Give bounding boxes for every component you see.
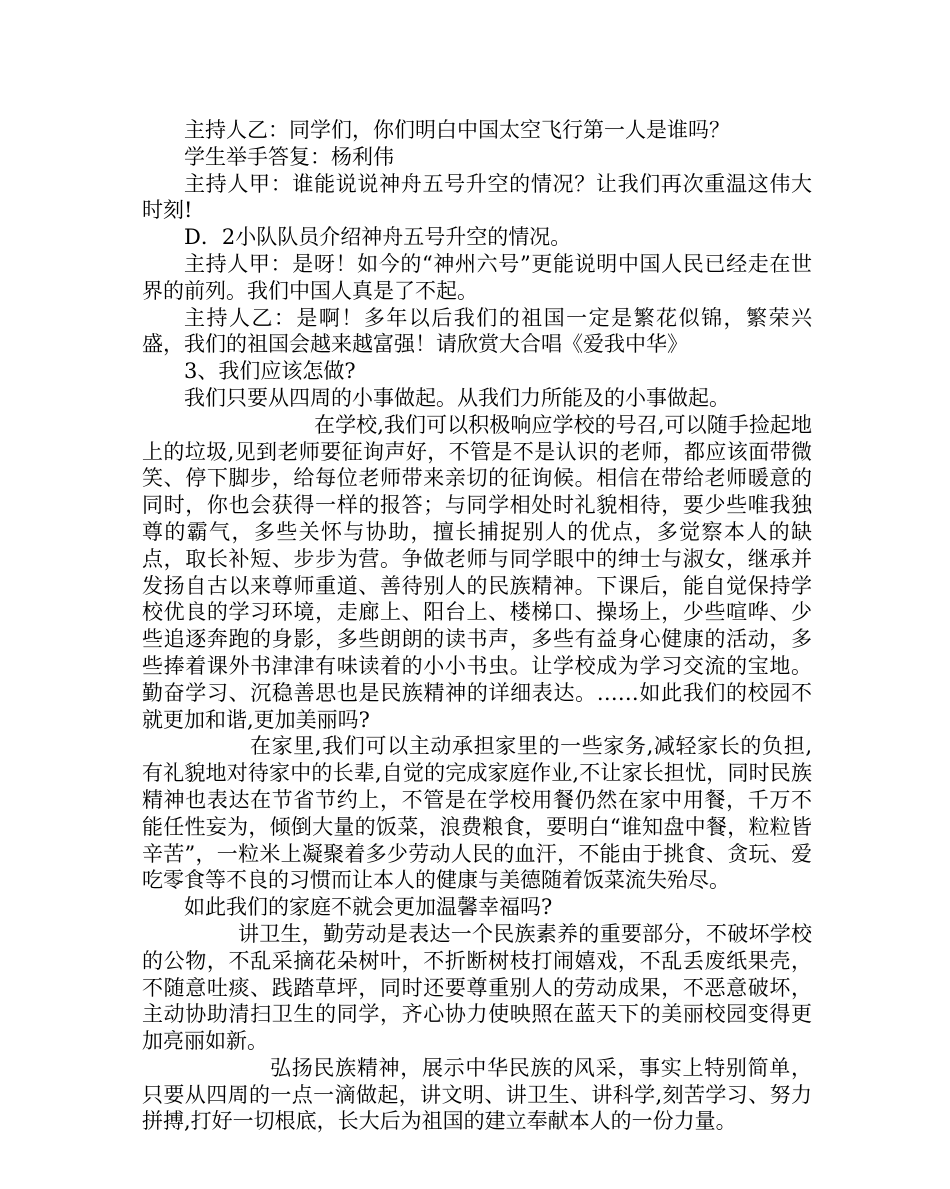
dialogue-line: 主持人乙：是啊！多年以后我们的祖国一定是繁花似锦，繁荣兴盛，我们的祖国会越来越富强！请欣赏大合唱《爱我中华》	[142, 305, 812, 357]
body-paragraph: 如此我们的家庭不就会更加温馨幸福吗?	[184, 895, 553, 920]
section-heading: 3、我们应该怎做?	[184, 359, 356, 384]
activity-line: D．2小队队员介绍神舟五号升空的情况。	[184, 225, 572, 250]
dialogue-line: 主持人甲：是呀！如今的“神州六号”更能说明中国人民已经走在世界的前列。我们中国人真是了不起。	[142, 251, 812, 303]
body-paragraph: 我们只要从四周的小事做起。从我们力所能及的小事做起。	[184, 385, 730, 410]
dialogue-line: 主持人乙：同学们，你们明白中国太空飞行第一人是谁吗？	[184, 118, 730, 142]
document-body	[142, 117, 812, 1135]
body-paragraph: 弘扬民族精神，展示中华民族的风采，事实上特别简单，只要从四周的一点一滴做起，讲文明、讲卫生、讲科学,刻苦学习、努力拼搏,打好一切根底，长大后为祖国的建立奉献本人的一份力量。	[142, 1055, 812, 1134]
body-paragraph: 在家里,我们可以主动承担家里的一些家务,减轻家长的负担,有礼貌地对待家中的长辈,自觉的完成家庭作业,不让家长担忧，同时民族精神也表达在节省节约上，不管是在学校用餐仍然在家中用餐，千万不能任性妄为，倾倒大量的饭菜，浪费粮食，要明白“谁知盘中餐，粒粒皆辛苦”，一粒米上凝聚着多少劳动人民的血汗，不能由于挑食、贪玩、爱吃零食等不良的习惯而让本人的健康与美德随着饭菜流失殆尽。	[142, 734, 812, 893]
dialogue-line: 学生举手答复：杨利伟	[184, 144, 394, 169]
body-paragraph: 在学校,我们可以积极响应学校的号召,可以随手捡起地上的垃圾,见到老师要征询声好，不管是不是认识的老师，都应该面带微笑、停下脚步，给每位老师带来亲切的征询候。相信在带给老师暖意的同时，你也会获得一样的报答；与同学相处时礼貌相待，要少些唯我独尊的霸气，多些关怀与协助，擅长捕捉别人的优点，多觉察本人的缺点，取长补短、步步为营。争做老师与同学眼中的绅士与淑女，继承并发扬自古以来尊师重道、善待别人的民族精神。下课后，能自觉保持学校优良的学习环境，走廊上、阳台上、楼梯口、操场上，少些喧哗、少些追逐奔跑的身影，多些朗朗的读书声，多些有益身心健康的活动，多些捧着课外书津津有味读着的小小书虫。让学校成为学习交流的宝地。勤奋学习、沉稳善思也是民族精神的详细表达。……如此我们的校园不就更加和谐,更加美丽吗?	[142, 412, 812, 732]
dialogue-line: 主持人甲：谁能说说神舟五号升空的情况？让我们再次重温这伟大时刻!	[142, 171, 812, 223]
body-paragraph: 讲卫生，勤劳动是表达一个民族素养的重要部分，不破坏学校的公物，不乱采摘花朵树叶，不折断树枝打闹嬉戏，不乱丢废纸果壳，不随意吐痰、践踏草坪，同时还要尊重别人的劳动成果，不恶意破坏，主动协助清扫卫生的同学，齐心协力使映照在蓝天下的美丽校园变得更加亮丽如新。	[142, 921, 812, 1054]
